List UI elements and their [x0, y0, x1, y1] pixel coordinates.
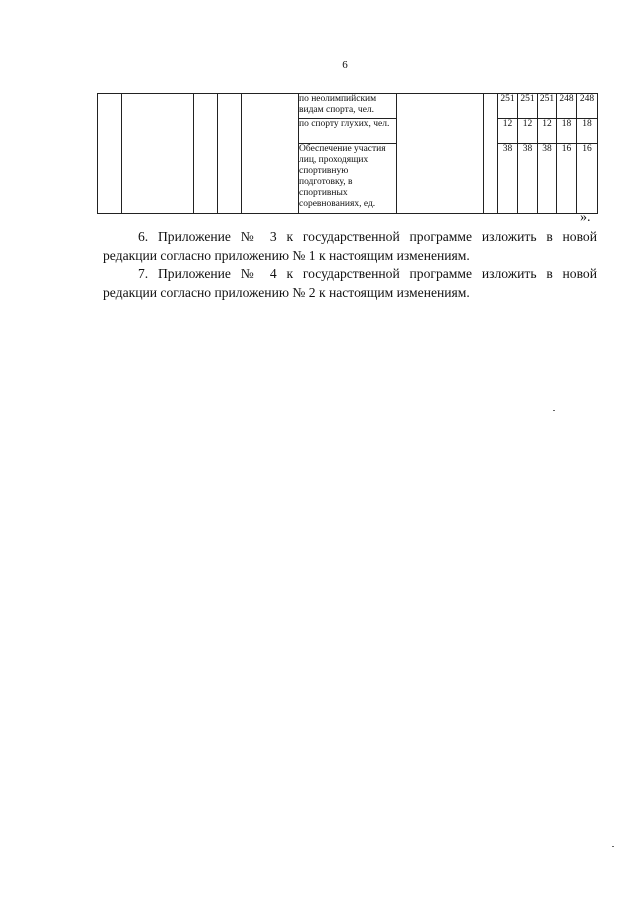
- table-cell-empty: [397, 94, 484, 214]
- closing-quote: ».: [580, 210, 591, 225]
- indicator-value: 12: [498, 119, 518, 144]
- table-cell-empty: [98, 94, 122, 214]
- paragraph-7: [103, 264, 597, 302]
- table-cell-empty: [484, 94, 498, 214]
- indicator-description: по неолимпийским видам спорта, чел.: [299, 94, 397, 119]
- indicator-value: 16: [557, 144, 577, 214]
- indicators-table-continuation: [97, 93, 598, 214]
- indicator-value: 12: [518, 119, 538, 144]
- indicator-value: 38: [518, 144, 538, 214]
- indicator-value: 18: [557, 119, 577, 144]
- table-cell-empty: [242, 94, 299, 214]
- table-cell-empty: [218, 94, 242, 214]
- paragraph-line: редакции согласно приложению № 2 к настоящим изменениям.: [103, 285, 470, 300]
- paragraph-line: 7. Приложение № 4 к государственной программе изложить в новой: [138, 266, 597, 281]
- indicator-value: 248: [577, 94, 598, 119]
- paragraph-6: [103, 227, 597, 265]
- scan-speck: [612, 846, 614, 847]
- scan-speck: [553, 410, 555, 411]
- indicator-value: 18: [577, 119, 598, 144]
- table-cell-empty: [194, 94, 218, 214]
- indicator-description: по спорту глухих, чел.: [299, 119, 397, 144]
- indicator-value: 251: [498, 94, 518, 119]
- indicator-description: Обеспечение участия лиц, проходящих спортивную подготовку, в спортивных соревнованиях, ед.: [299, 144, 397, 214]
- indicator-value: 16: [577, 144, 598, 214]
- paragraph-line: 6. Приложение № 3 к государственной программе изложить в новой: [138, 229, 597, 244]
- indicator-value: 251: [538, 94, 557, 119]
- table-cell-empty: [122, 94, 194, 214]
- paragraph-line: редакции согласно приложению № 1 к настоящим изменениям.: [103, 248, 470, 263]
- indicator-value: 251: [518, 94, 538, 119]
- indicator-value: 248: [557, 94, 577, 119]
- indicator-value: 38: [538, 144, 557, 214]
- indicator-value: 12: [538, 119, 557, 144]
- indicator-value: 38: [498, 144, 518, 214]
- page-number: 6: [342, 59, 348, 71]
